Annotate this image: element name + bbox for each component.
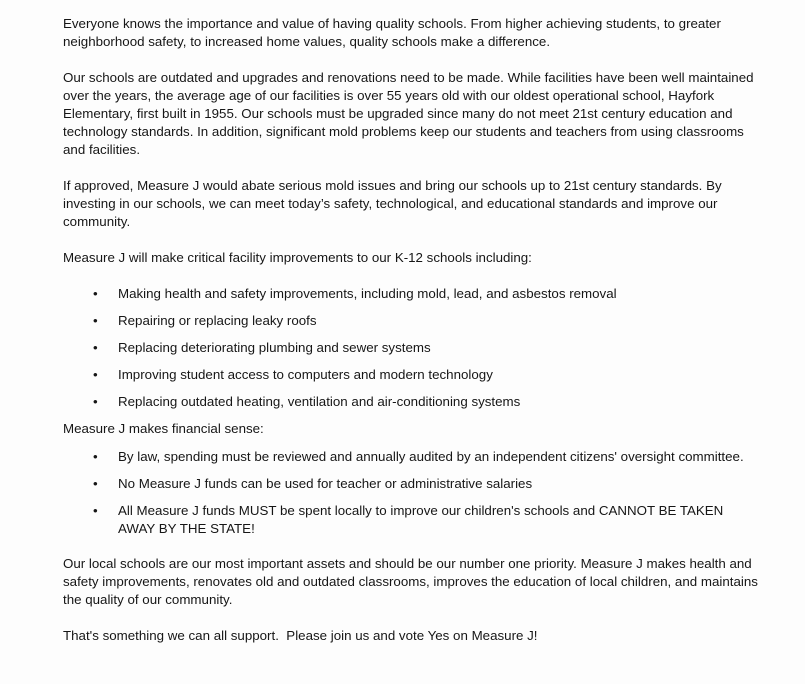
financial-item-no-salaries: • No Measure J funds can be used for teacher or administrative salaries xyxy=(118,475,762,493)
financial-points-list xyxy=(63,448,762,538)
paragraph-financial-intro: Measure J makes financial sense: xyxy=(63,421,264,436)
paragraph-closing: That's something we can all support. Please join us and vote Yes on Measure J! xyxy=(63,628,538,643)
improvements-item-roofs: • Repairing or replacing leaky roofs xyxy=(118,312,762,330)
paragraph-schools-outdated: Our schools are outdated and upgrades and renovations need to be made. While facilities have been well maintained over the years, the average age of our facilities is over 55 years old with our oldest operational school, Hayfork Elementary, first built in 1955. Our schools must be upgraded since many do not meet 21st century education and technology standards. In addition, significant mold problems keep our students and teachers from using classrooms and facilities. xyxy=(63,70,758,157)
financial-item-local-spending: • All Measure J funds MUST be spent locally to improve our children's schools and CANNOT BE TAKEN AWAY BY THE STATE! xyxy=(118,502,762,538)
improvements-list xyxy=(63,285,762,411)
improvements-item-health-safety: • Making health and safety improvements, including mold, lead, and asbestos removal xyxy=(118,285,762,303)
improvements-item-technology: • Improving student access to computers and modern technology xyxy=(118,366,762,384)
improvements-item-hvac: • Replacing outdated heating, ventilation and air-conditioning systems xyxy=(118,393,762,411)
paragraph-improvements-intro: Measure J will make critical facility improvements to our K-12 schools including: xyxy=(63,250,532,265)
improvements-item-plumbing: • Replacing deteriorating plumbing and sewer systems xyxy=(118,339,762,357)
financial-item-oversight: • By law, spending must be reviewed and annually audited by an independent citizens' oversight committee. xyxy=(118,448,762,466)
paragraph-if-approved: If approved, Measure J would abate serious mold issues and bring our schools up to 21st century standards. By investing in our schools, we can meet today’s safety, technological, and educational standards and improve our community. xyxy=(63,178,726,229)
paragraph-priority: Our local schools are our most important assets and should be our number one priority. Measure J makes health and safety improvements, renovates old and outdated classrooms, improves the education of local children, and maintains the quality of our community. xyxy=(63,556,762,607)
paragraph-quality-schools: Everyone knows the importance and value of having quality schools. From higher achieving students, to greater neighborhood safety, to increased home values, quality schools make a difference. xyxy=(63,16,725,49)
